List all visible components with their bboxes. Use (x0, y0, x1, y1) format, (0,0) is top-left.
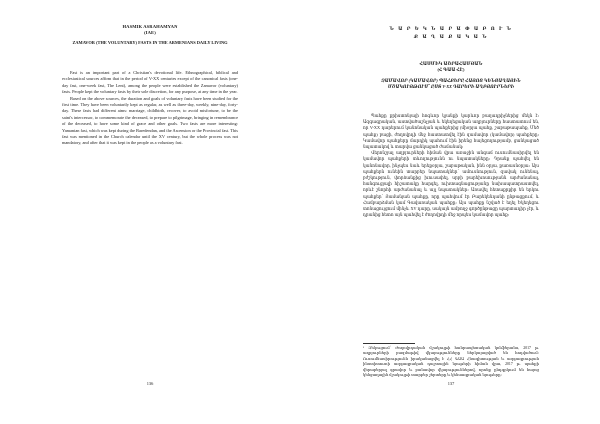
author-block (62, 24, 238, 36)
running-head (363, 25, 539, 41)
author-name: ՀԱՍՄԻԿ ԱՇՐԱՀԱՄՅԱՆ (419, 61, 483, 66)
body-paragraph: Վերոնշյալ աղբյուրների հիման վրա առաջին անգամ ուսումնասիրվել են կամավոր պահքերի տևողությունն ու նպատակները։ Դրանք պահվել են կանոնավոր, ինչպես նաև երեքօրյա, շաբաթական, ինն օրյա, քառասնօրյա։ Այս պահքերն ունեին տարբեր նպատակներ՝ ամուսնություն, զավակ ունենալ, բժշկություն, փորձանքից խուսափել, սրբի բարեխոսությանն արժանանալ, հանգուցյալի հիշատակը հարգել, ուխտագնացությանը նախապատրաստվել, որևէ շնորհի արժանանալ և այլ նպատակներ։ Առավել հետաքրքիր են երկու պահքեր՝ Յամանյան պահքը, որը պահվում էր Բարեկենդանի ընթացքում, և Համբարձման կամ Գավառական պահքը։ Այս պահքը նշված է եղել Եկեղեցու տոնացույցում մինչև XV դարը, սակայն ամբողջ գործընթացը պարտադիր չէր, և դրանից հետո այն պահվել է ժողովրդի մեջ որպես կամավոր պահք։ (363, 150, 539, 218)
author-name: HASMIK ASRAHAMYAN (122, 24, 178, 29)
author-affiliation: (IAE) (144, 30, 156, 35)
abstract-body (62, 70, 238, 147)
running-head-line: Ք Ա Ղ Ա Ք Ա Կ Ա Ն (413, 34, 489, 39)
abstract-paragraph: Fast is an important part of a Christian's devotional life. Ethnographical, biblical and ecclesiastical sources affirm that in the period of V-XX centuries except of the canonical fasts (one-day fast, one-week fast, The Lent), among the people were established the Zamavor (voluntary) fasts. People kept the voluntary fasts by their sole discretion, for any purpose, at any time in the year. (62, 70, 238, 95)
footnote-divider (363, 343, 415, 344)
article-title: ZAMAVOR (THE VOLUNTARY) FASTS IN THE ARMENIANS DAILY LIVING (72, 40, 228, 45)
body-paragraph: Պահքը քրիստոնյայի հոգևոր կյանքի կարևոր բաղադրիչներից մեկն է։ Ազգագրական, աստվածաշնչյան և եկեղեցական աղբյուրները հաստատում են, որ V-XX դարերում կանոնական պահքերից (միօրյա պահք, շաբաթապահք, Մեծ պահք) բացի, ժողովրդի մեջ հաստատվել էին զամավոր (կամավոր) պահքերը։ Կամավոր պահքերը մարդիկ պահում էին իրենց հայեցողությամբ, ցանկացած նպատակով և տարվա ցանկացած ժամանակ։ (363, 113, 539, 150)
author-block (363, 61, 539, 73)
article-body (363, 113, 539, 218)
footnote: ¹ Զեկուցում՝ Ժողովրդական մշակույթի հանրապետական կոնֆերանս, 2017 թ. աղբյուրների բազմաթիվ վկայությունները ներկայացված են հոդվածում։ Ուսումնասիրությունն իրականացվել է ՀՀ ԳԱԱ Հնագիտության և ազգագրության ինստիտուտի ազգագրական դաշտային նյութերի հիման վրա, 2017 թ. պահքի վերաբերյալ գրավոր և բանավոր վկայություններով, որոնք ընդգրկում են հայոց կենցաղային մշակույթի տարբեր շերտերը և կենսագրական նյութերը։ (363, 346, 539, 378)
abstract-paragraph: Based on the above sources, the duration and goals of voluntary fasts have been studied for the first time. They have been voluntarily kept as regular, as well as three-day, weekly, nine-day, forty-day. These fasts had different aims: marriage, childbirth, recover, to avoid misfortune, to be the saint's intercessor, to commemorate the deceased, to prepare to pilgrimage, bringing in remembrance of the deceased, to have some kind of grace and other goals. Two fasts are more interesting: Yamanian fast, which was kept during the Baredendan, and the Ascension or the Provincial fast. This fast was mentioned in the Church calendar until the XV century, but the whole process was not mandatory, and after that it was kept in the people as a voluntary fast. (62, 95, 238, 146)
author-affiliation: (Հ ԳԱԱ ՀԷ) (437, 66, 465, 72)
running-head-line: Ն Ա Ր Ե Կ Ն Ա Ր Ա Փ Ա Բ Ո Ւ Ն (389, 26, 513, 31)
page-number: 136 (146, 381, 154, 386)
page-number: 137 (447, 381, 455, 386)
article-title: ԶԱՄԱՎՈՐ (ԿԱՄԱՎՈՐ) ՊԱՀՔԵՐԸ ՀԱՅՈՑ ԿԵՆՑԱՂԱՅԻՆ ՄՇԱԿՈՒՅԹՈՒՄ՝ ԸՍՏ V-XX ԴԱՐԵՐԻ ԱՂԲՅՈՒՐՆԵՐԻ (381, 78, 521, 89)
